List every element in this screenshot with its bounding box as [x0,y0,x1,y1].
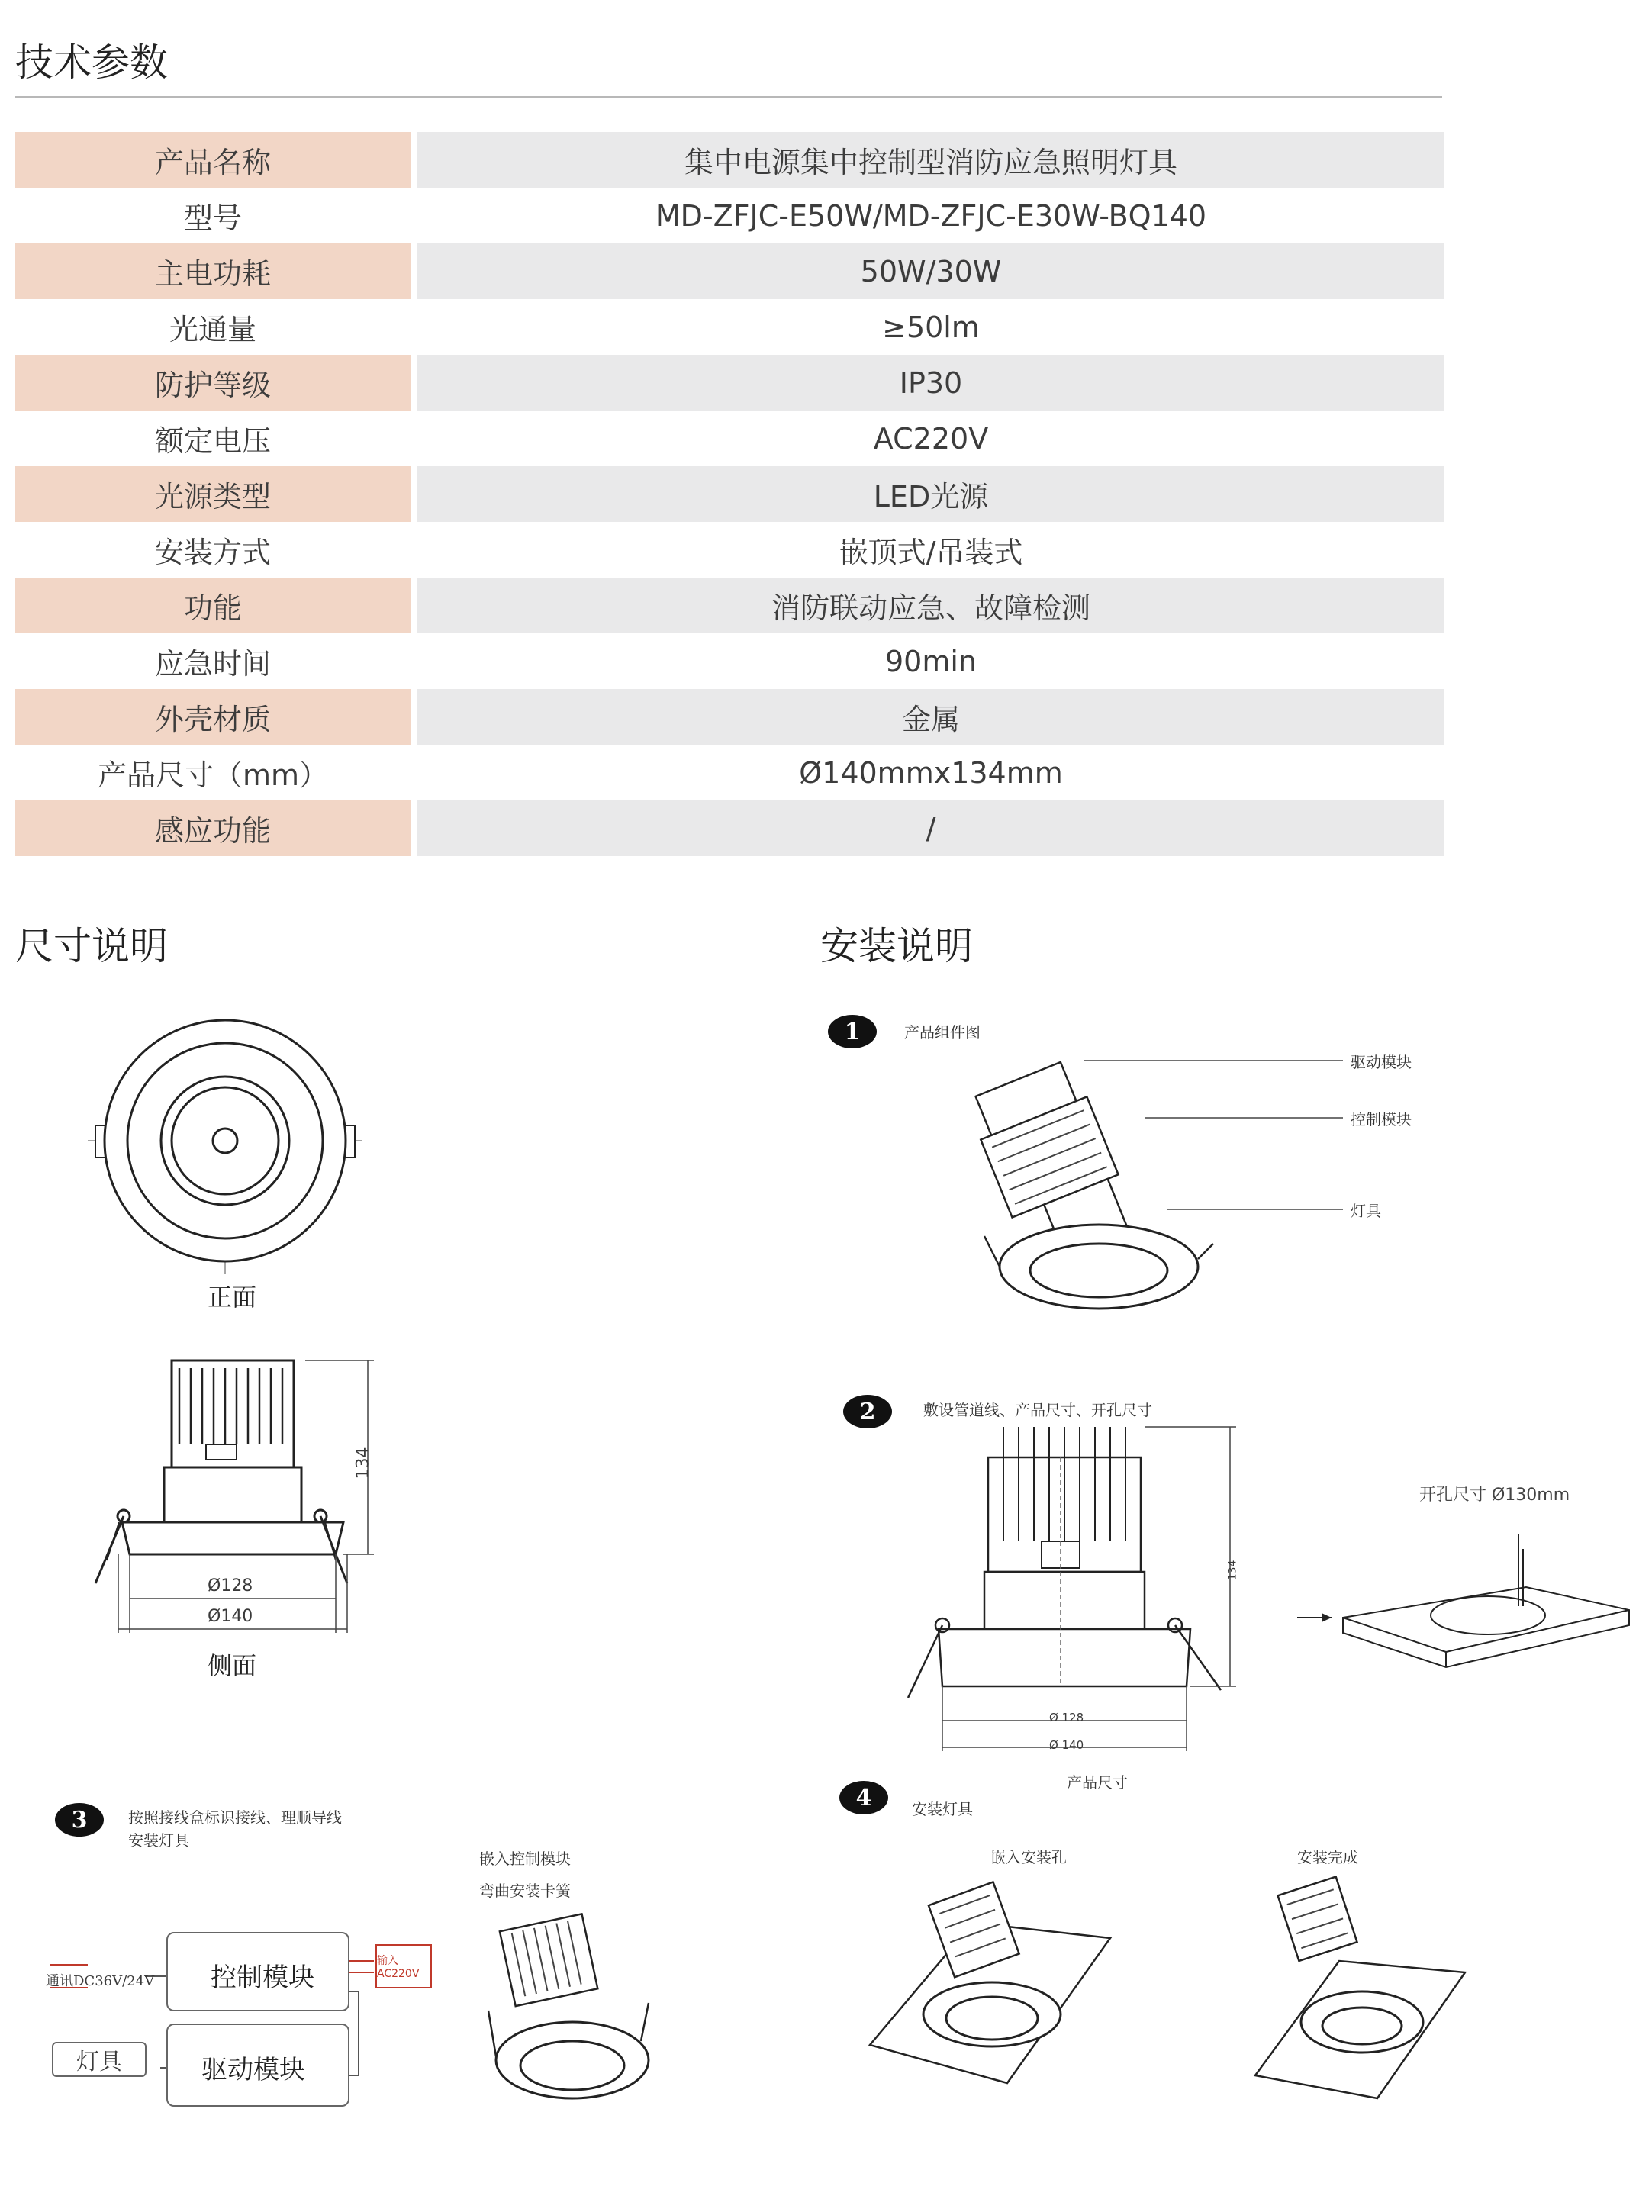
step3-caption-line2: 安装灯具 [128,1831,189,1850]
step2-height-label: 134 [1226,1560,1239,1581]
lamp-box-label: 灯具 [52,2042,147,2077]
step1-label-control: 控制模块 [1351,1110,1412,1129]
spec-label: 型号 [183,201,242,235]
spec-value: IP30 [417,355,1444,411]
spec-label: 感应功能 [15,800,411,856]
spec-row [15,800,1444,856]
step4-embed-hole: 嵌入安装孔 [990,1848,1067,1866]
side-view-caption: 侧面 [208,1651,257,1680]
spec-value: AC220V [873,421,989,456]
spec-value: 嵌顶式/吊装式 [839,536,1023,569]
spec-row [15,466,1444,522]
spec-row [15,745,1444,800]
step2-size-caption: 产品尺寸 [1067,1773,1128,1792]
front-view-caption: 正面 [208,1283,257,1312]
front-view-drawing [84,1019,366,1278]
spec-row [15,578,1444,633]
spec-row [15,633,1444,689]
step1-label-drive: 驱动模块 [1351,1053,1412,1071]
spec-row [15,355,1444,411]
install-section-title: 安装说明 [820,924,973,968]
spec-value: 金属 [417,689,1444,745]
spec-label: 安装方式 [154,536,271,569]
spec-label: 产品尺寸（mm） [97,758,329,792]
spec-label: 光源类型 [15,466,411,522]
spec-value: Ø140mmx134mm [799,755,1063,790]
spec-value: MD-ZFJC-E50W/MD-ZFJC-E30W-BQ140 [655,198,1207,233]
spec-label: 主电功耗 [15,243,411,299]
title-divider [15,96,1442,98]
step2-badge: 2 [843,1395,892,1428]
side-inner-diameter: Ø128 [208,1576,253,1595]
drive-module-label: 驱动模块 [201,2055,305,2085]
step3-bend-spring: 弯曲安装卡簧 [479,1882,571,1900]
step3-embed-module: 嵌入控制模块 [479,1850,571,1868]
comm-label: 通讯DC36V/24V [46,1973,155,1989]
step2-caption: 敷设管道线、产品尺寸、开孔尺寸 [923,1401,1152,1419]
spec-row [15,132,1444,188]
side-height-label: 134 [353,1447,373,1479]
step4-done-drawing [1248,1885,1476,2106]
spec-value: 90min [884,644,977,678]
spec-value: ≥50lm [882,310,980,344]
step4-install-done: 安装完成 [1297,1848,1358,1866]
input-ac-label: 输入AC220V [375,1944,432,1988]
spec-label: 功能 [15,578,411,633]
spec-table [15,132,1444,856]
spec-label: 应急时间 [154,647,271,681]
step4-caption: 安装灯具 [912,1800,973,1818]
step1-badge: 1 [828,1015,877,1048]
hole-size-label: 开孔尺寸 Ø130mm [1419,1486,1570,1505]
spec-value: 50W/30W [417,243,1444,299]
spec-row [15,689,1444,745]
spec-row [15,411,1444,466]
side-view-drawing [84,1354,389,1644]
step1-component-drawing [961,1045,1465,1335]
spec-label: 防护等级 [15,355,411,411]
spec-label: 额定电压 [154,424,271,458]
spec-label: 光通量 [169,313,256,346]
spec-label: 外壳材质 [15,689,411,745]
step4-badge: 4 [839,1781,888,1814]
control-module-label: 控制模块 [211,1962,314,1993]
step1-label-lamp: 灯具 [1351,1202,1381,1220]
step3-caption-line1: 按照接线盒标识接线、理顺导线 [128,1808,342,1827]
spec-value: 消防联动应急、故障检测 [417,578,1444,633]
spec-row [15,522,1444,578]
tech-section-title: 技术参数 [15,40,168,85]
spec-value: / [417,800,1444,856]
step3-badge: 3 [55,1803,104,1837]
spec-row [15,188,1444,243]
step4-embed-drawing [866,1892,1118,2106]
spec-label: 产品名称 [15,132,411,188]
dimension-section-title: 尺寸说明 [15,924,168,968]
step2-outer-diameter: Ø 140 [1049,1738,1084,1752]
spec-row [15,299,1444,355]
spec-value: 集中电源集中控制型消防应急照明灯具 [417,132,1444,188]
step3-lamp-drawing [481,1904,656,2110]
step2-inner-diameter: Ø 128 [1049,1711,1084,1724]
side-outer-diameter: Ø140 [208,1607,253,1626]
step1-caption: 产品组件图 [904,1023,981,1042]
hole-plate-drawing [1297,1534,1633,1686]
spec-value: LED光源 [417,466,1444,522]
spec-row [15,243,1444,299]
